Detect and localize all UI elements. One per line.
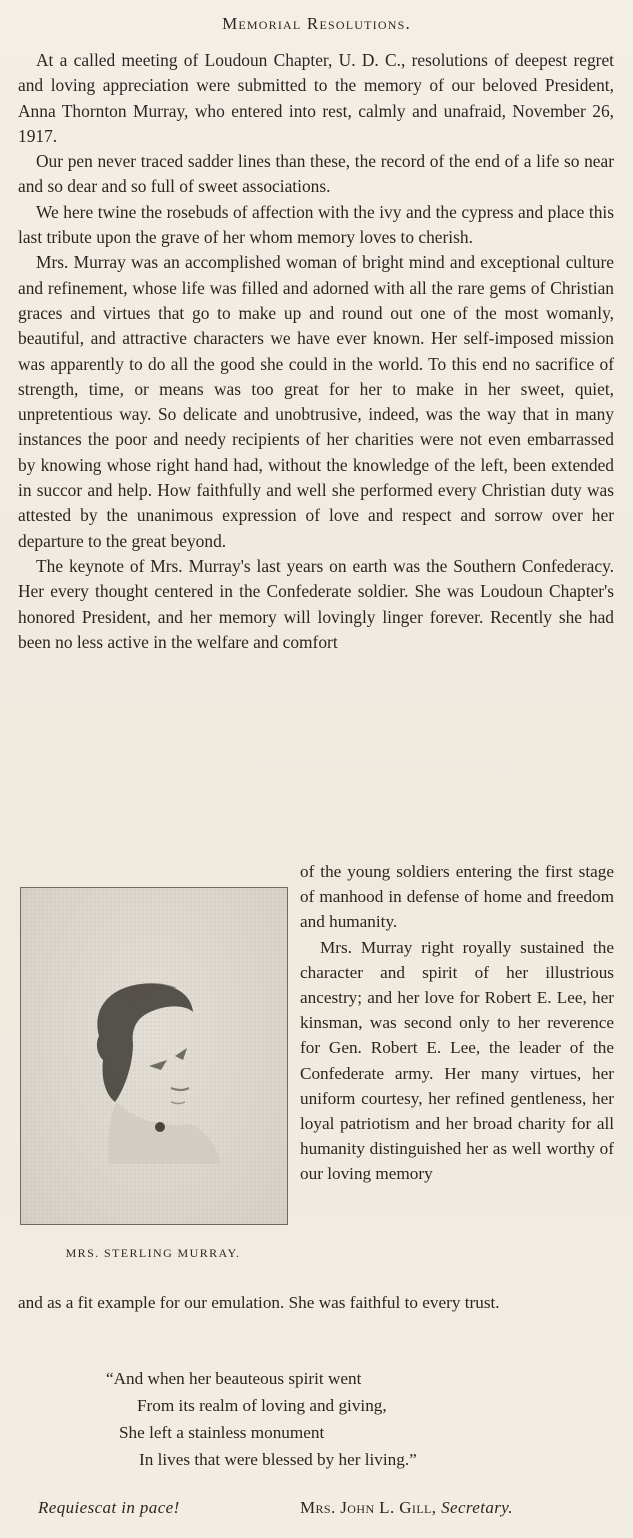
paragraph-meeting: At a called meeting of Loudoun Chapter, U. D. C., resolutions of deepest regret and loving appreciation were submitted to the memory of our beloved President, Anna Thornton Murray, who entered into rest, calmly and unafraid, November 26, 1917. <box>18 50 614 146</box>
signature-title: Secretary. <box>441 1498 513 1517</box>
paragraph-sadder-lines: Our pen never traced sadder lines than these, the record of the end of a life so near and so dear and so full of sweet associations. <box>18 151 614 197</box>
photo-caption: MRS. STERLING MURRAY. <box>65 1246 241 1260</box>
portrait-figure-image <box>21 888 287 1224</box>
poem-line: From its realm of loving and giving, <box>137 1396 387 1415</box>
paragraph-rosebuds: We here twine the rosebuds of affection with the ivy and the cypress and place this last tribute upon the grave of her whom memory loves to cherish. <box>18 201 614 248</box>
paragraph-keynote: The keynote of Mrs. Murray's last years on earth was the Southern Confederacy. Her every thought centered in the Confederate soldier. She was Loudoun Chapter's honored President, and her memory will lovingly linger forever. Recently she had been no less active in the welfare and comfort <box>18 555 614 652</box>
poem-line: In lives that were blessed by her living.” <box>139 1450 417 1469</box>
paragraph-continuation: and as a fit example for our emulation. She was faithful to every trust. <box>18 1293 500 1312</box>
closing-latin: Requiescat in pace! <box>38 1498 180 1517</box>
page-title: Memorial Resolutions. <box>222 14 411 33</box>
portrait-photo <box>20 887 288 1225</box>
poem-line: “And when her beauteous spirit went <box>106 1369 362 1388</box>
paragraph-accomplished-woman: Mrs. Murray was an accomplished woman of bright mind and exceptional culture and refinement, whose life was filled and adorned with all the rare gems of Christian graces and virtues that go to make up and round out one of the most womanly, beautiful, and attractive characters we have ever known. Her self-imposed mission was apparently to do all the good she could in the world. To this end no sacrifice of strength, time, or means was too great for her to make in her sweet, quiet, unpretentious way. So delicate and unobtrusive, indeed, was the way that in many instances the poor and needy recipients of her charities were not even embarrassed by knowing whose right hand had, without the knowledge of the left, been extended in succor and help. How faithfully and well she performed every Christian duty was attested by the unanimous expression of love and respect and sorrow over her departure to the great beyond. <box>18 252 614 551</box>
eye-mark <box>149 1060 167 1070</box>
paragraph-royally-sustained: Mrs. Murray right royally sustained the character and spirit of her illustrious ancestry; and her love for Robert E. Lee, her kinsman, was second only to her reverence for Gen. Robert E. Lee, the leader of the Confederate army. Her many virtues, her uniform courtesy, her refined gentleness, her loyal patriotism and her broad charity for all humanity distinguished her as well worthy of our loving memory <box>300 937 614 1184</box>
signature-name: Mrs. John L. Gill, <box>300 1498 437 1517</box>
continuation-text <box>18 1290 614 1315</box>
hair-shape <box>97 984 193 1102</box>
memorial-poem <box>0 1365 633 1473</box>
brooch-mark <box>155 1122 165 1132</box>
side-column-text <box>300 859 614 1187</box>
paragraph-young-soldiers: of the young soldiers entering the first stage of manhood in defense of home and freedom and humanity. <box>300 862 614 932</box>
resolution-body <box>18 48 614 655</box>
signature <box>300 1498 513 1518</box>
poem-line: She left a stainless monument <box>119 1423 325 1442</box>
